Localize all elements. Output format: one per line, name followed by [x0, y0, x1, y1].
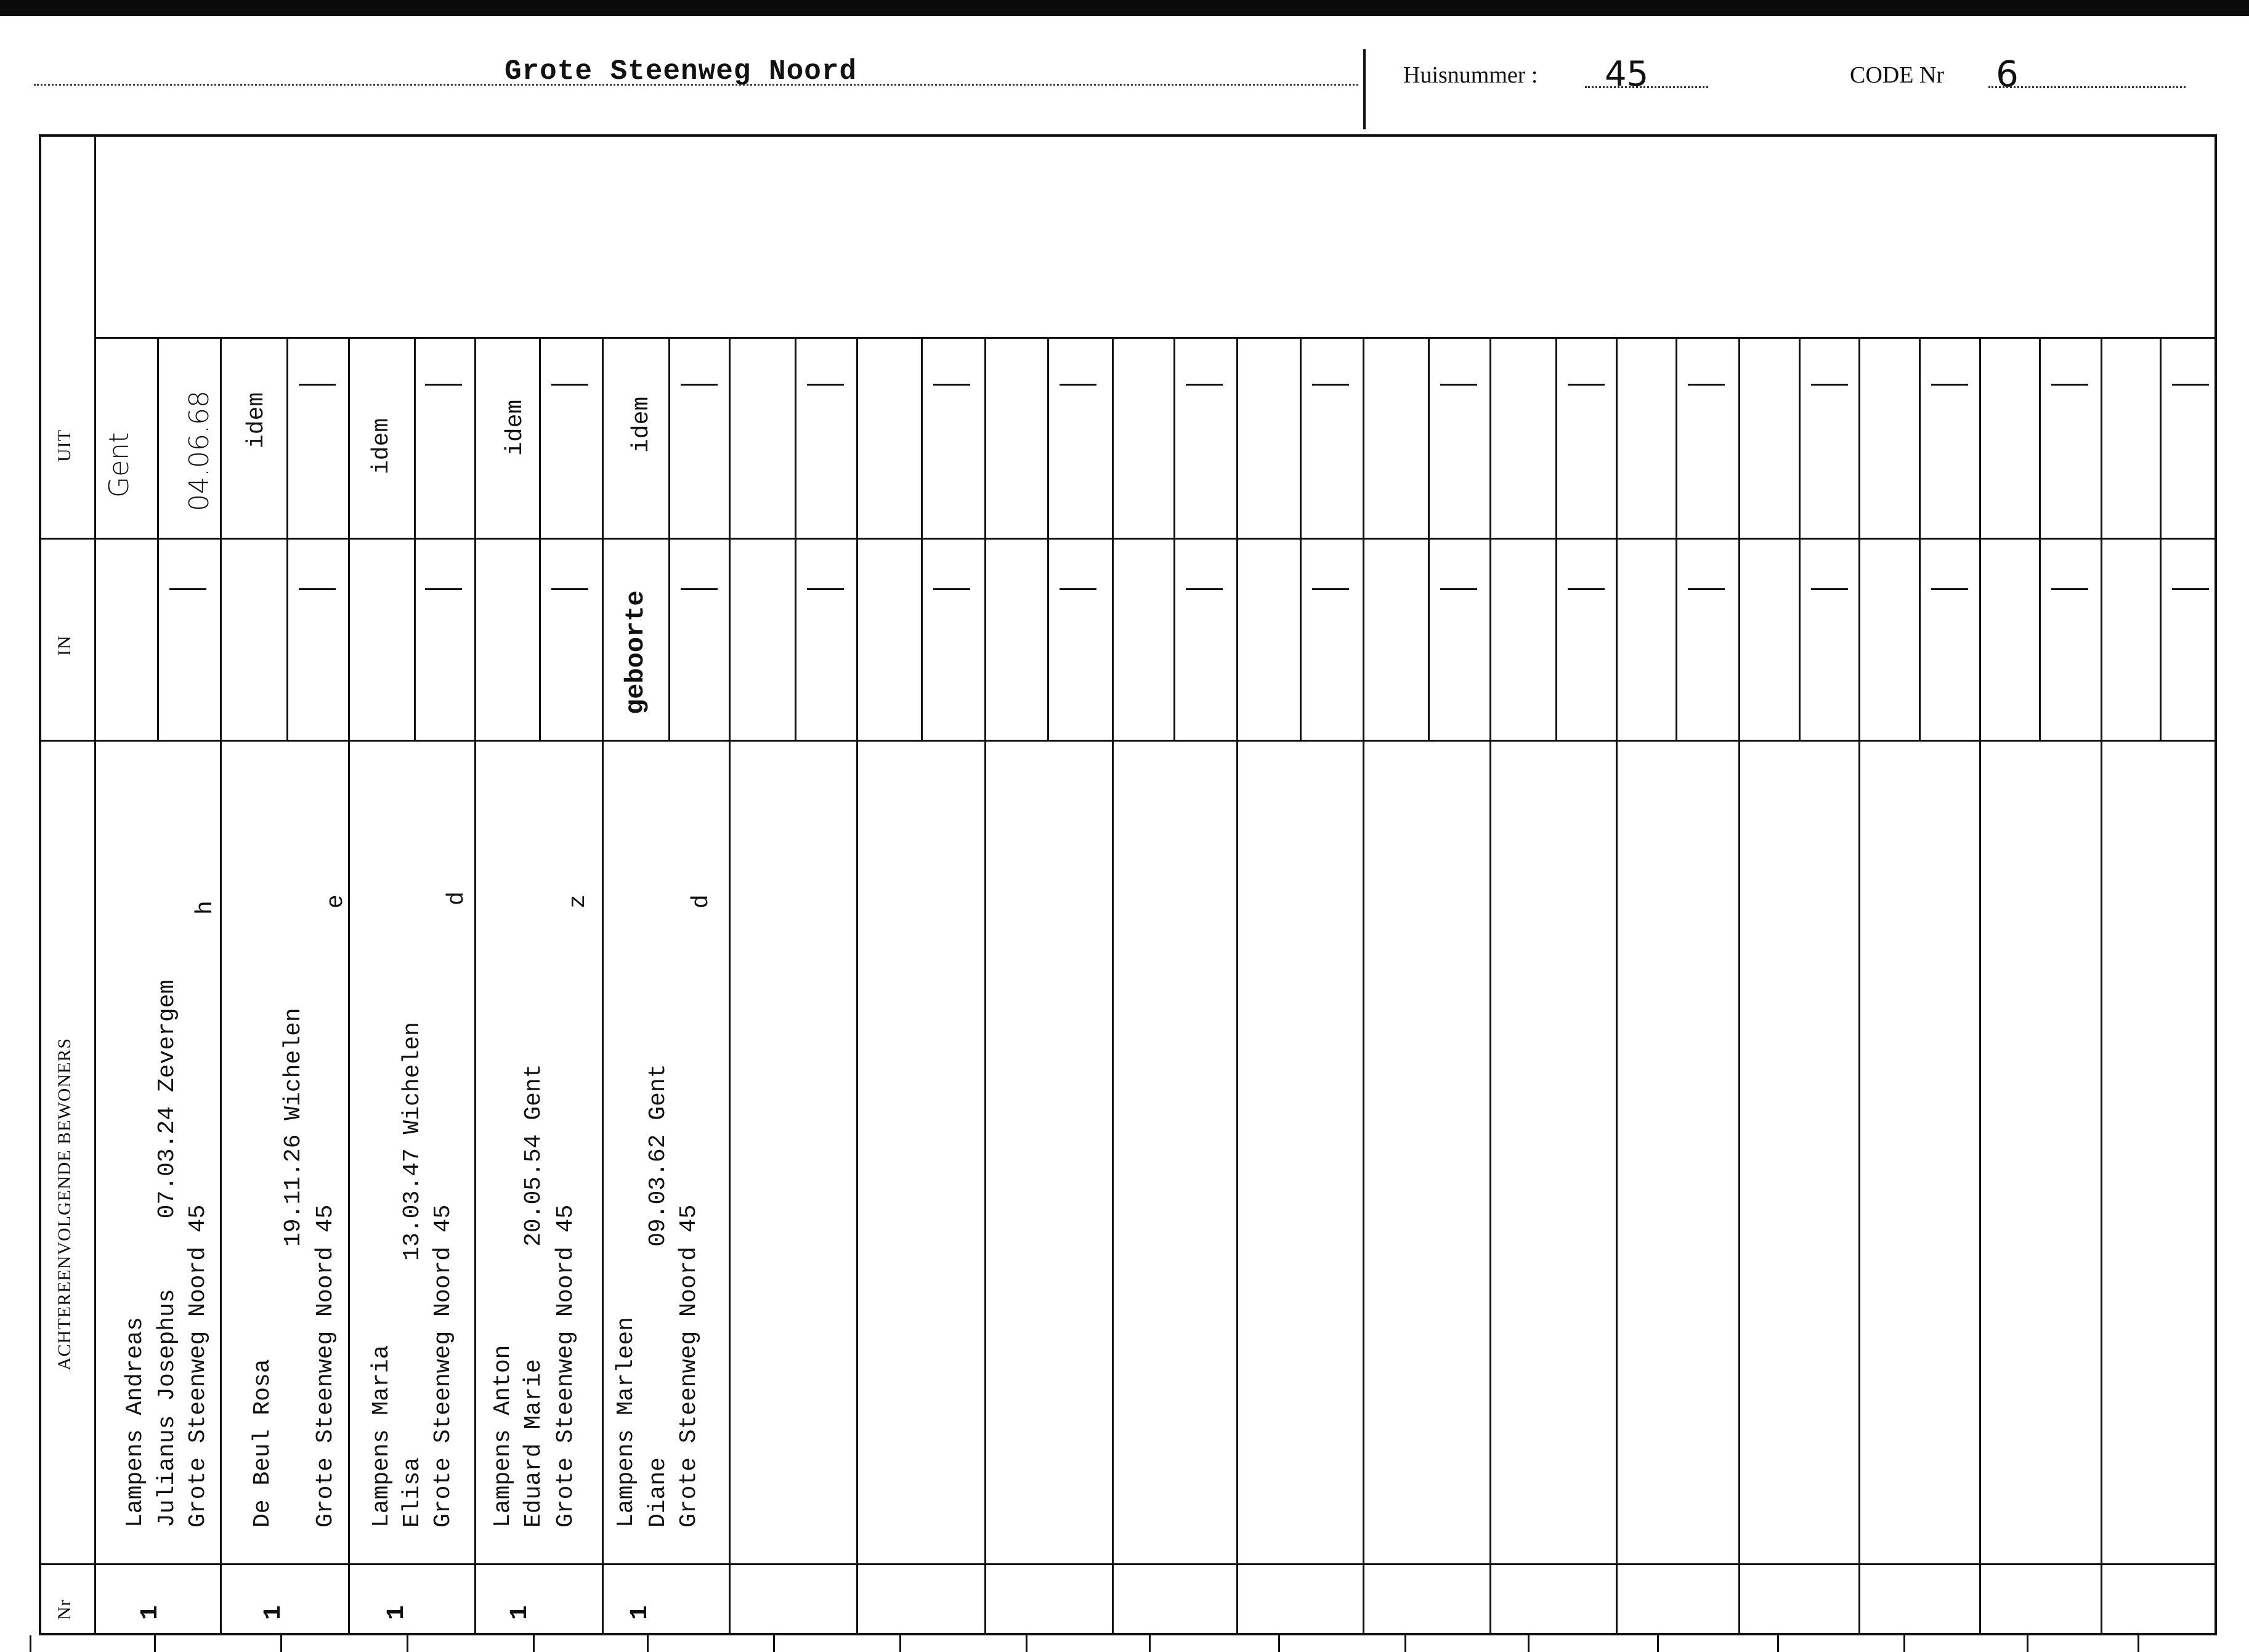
uit-empty-dash — [299, 384, 336, 386]
uit-place: idem — [502, 399, 529, 456]
sub-column-line — [1919, 337, 1921, 740]
column-line — [2101, 337, 2102, 1635]
in-empty-dash — [1811, 588, 1848, 590]
column-line — [474, 337, 476, 1635]
bottom-tick — [533, 1635, 535, 1652]
resident-line-address: Grote Steenweg Noord 45 — [185, 1204, 211, 1528]
sub-column-line — [1173, 337, 1175, 740]
uit-empty-dash — [1688, 384, 1725, 386]
resident-mark: d — [444, 891, 470, 905]
column-line — [1979, 337, 1981, 1635]
resident-nr: 1 — [260, 1605, 288, 1620]
register-table-frame — [39, 134, 2217, 1635]
sub-column-line — [539, 337, 541, 740]
street-name: Grote Steenweg Noord — [504, 55, 857, 87]
sub-column-line — [1428, 337, 1430, 740]
uit-empty-dash — [2172, 384, 2209, 386]
resident-line-name: Lampens Maria — [368, 1345, 395, 1528]
nr-row-label: Nr — [54, 1599, 75, 1620]
uit-empty-dash — [933, 384, 970, 386]
sub-column-line — [2039, 337, 2041, 740]
resident-line-name: De Beul Rosa — [249, 1359, 276, 1528]
uit-empty-dash — [681, 384, 718, 386]
column-line — [856, 337, 858, 1635]
uit-empty-dash — [1440, 384, 1477, 386]
column-line — [1738, 337, 1740, 1635]
in-empty-dash — [551, 588, 588, 590]
in-empty-dash — [2051, 588, 2088, 590]
resident-mark: z — [565, 894, 591, 909]
bottom-tick — [773, 1635, 775, 1652]
uit-row-label: UIT — [54, 429, 75, 462]
resident-line-details: Julianus Josephus 07.03.24 Zevergem — [154, 979, 180, 1528]
column-line — [1363, 337, 1364, 1635]
row-divider-uit-in — [39, 538, 2216, 540]
column-line — [1112, 337, 1114, 1635]
column-line — [729, 337, 731, 1635]
resident-nr: 1 — [506, 1605, 534, 1620]
bottom-tick — [1278, 1635, 1280, 1652]
in-text: geboorte — [621, 590, 650, 715]
resident-nr: 1 — [626, 1605, 654, 1620]
bottom-tick — [154, 1635, 156, 1652]
bottom-tick — [1528, 1635, 1530, 1652]
resident-line-name: Lampens Anton — [490, 1345, 516, 1528]
bottom-tick — [1026, 1635, 1027, 1652]
resident-line-details: Diane 09.03.62 Gent — [645, 1064, 671, 1528]
code-value: 6 — [1996, 53, 2019, 95]
bottom-tick — [2027, 1635, 2028, 1652]
row-divider-in-bewoners — [39, 740, 2216, 742]
resident-line-name: Lampens Marleen — [613, 1316, 639, 1528]
huisnummer-value: 45 — [1605, 54, 1649, 94]
sub-column-line — [286, 337, 288, 740]
uit-place: idem — [368, 418, 395, 474]
in-empty-dash — [299, 588, 336, 590]
uit-place: Gent — [103, 432, 135, 498]
sub-column-line — [668, 337, 670, 740]
uit-place: idem — [628, 396, 655, 453]
in-empty-dash — [933, 588, 970, 590]
code-label: CODE Nr — [1850, 62, 1945, 88]
sub-column-line — [1555, 337, 1557, 740]
in-empty-dash — [1060, 588, 1096, 590]
resident-mark: h — [192, 901, 219, 915]
resident-line-name: Lampens Andreas — [122, 1316, 148, 1528]
uit-empty-dash — [425, 384, 462, 386]
sub-column-line — [1799, 337, 1801, 740]
uit-place: idem — [243, 392, 270, 448]
uit-empty-dash — [1312, 384, 1349, 386]
code-dotted-line — [1988, 86, 2186, 88]
bottom-tick — [407, 1635, 408, 1652]
bottom-tick — [280, 1635, 282, 1652]
in-empty-dash — [1688, 588, 1725, 590]
column-line — [220, 337, 222, 1635]
uit-empty-dash — [1931, 384, 1968, 386]
sub-column-line — [1676, 337, 1677, 740]
header-separator — [1363, 49, 1366, 129]
column-line — [1236, 337, 1238, 1635]
resident-mark: e — [323, 894, 349, 909]
resident-nr: 1 — [137, 1605, 164, 1620]
bottom-tick — [30, 1635, 31, 1652]
in-empty-dash — [1440, 588, 1477, 590]
sub-column-line — [795, 337, 796, 740]
bottom-tick — [1777, 1635, 1779, 1652]
resident-nr: 1 — [383, 1605, 411, 1620]
uit-empty-dash — [551, 384, 588, 386]
resident-line-address: Grote Steenweg Noord 45 — [676, 1204, 702, 1528]
bottom-tick — [1404, 1635, 1406, 1652]
resident-line-details: Eduard Marie 20.05.54 Gent — [521, 1064, 547, 1528]
in-empty-dash — [1186, 588, 1223, 590]
resident-mark: d — [688, 894, 715, 909]
in-empty-dash — [425, 588, 462, 590]
bottom-tick — [647, 1635, 649, 1652]
bottom-tick — [899, 1635, 901, 1652]
resident-line-address: Grote Steenweg Noord 45 — [312, 1204, 339, 1528]
column-line — [602, 337, 604, 1635]
sub-column-line — [157, 337, 159, 740]
resident-line-address: Grote Steenweg Noord 45 — [553, 1204, 579, 1528]
in-empty-dash — [2172, 588, 2209, 590]
column-line — [1489, 337, 1491, 1635]
bottom-tick — [1149, 1635, 1151, 1652]
uit-date: 04.06.68 — [184, 391, 215, 511]
in-empty-dash — [1931, 588, 1968, 590]
uit-empty-dash — [1060, 384, 1096, 386]
column-line — [348, 337, 350, 1635]
bottom-tick — [1657, 1635, 1659, 1652]
bottom-tick — [1903, 1635, 1905, 1652]
sub-column-line — [1047, 337, 1049, 740]
in-empty-dash — [681, 588, 718, 590]
top-border-bar — [0, 0, 2249, 16]
sub-column-line — [1300, 337, 1302, 740]
uit-empty-dash — [2051, 384, 2088, 386]
bottom-tick — [2138, 1635, 2139, 1652]
uit-empty-dash — [1811, 384, 1848, 386]
resident-line-details: 19.11.26 Wichelen — [280, 1008, 307, 1528]
column-line — [1858, 337, 1860, 1635]
bewoners-row-label: ACHTEREENVOLGENDE BEWONERS — [54, 1037, 75, 1371]
uit-empty-dash — [1568, 384, 1605, 386]
column-line — [1616, 337, 1618, 1635]
row-divider-top — [94, 337, 2216, 339]
uit-empty-dash — [807, 384, 844, 386]
in-row-label: IN — [54, 635, 75, 656]
row-divider-bewoners-nr — [39, 1563, 2216, 1565]
resident-line-details: Elisa 13.03.47 Wichelen — [399, 1022, 426, 1528]
in-empty-dash — [1568, 588, 1605, 590]
sub-column-line — [921, 337, 923, 740]
uit-empty-dash — [1186, 384, 1223, 386]
huisnummer-dotted-line — [1585, 86, 1708, 88]
in-empty-dash — [807, 588, 844, 590]
in-empty-dash — [169, 588, 206, 590]
huisnummer-label: Huisnummer : — [1403, 62, 1538, 88]
column-line — [984, 337, 986, 1635]
in-empty-dash — [1312, 588, 1349, 590]
sub-column-line — [414, 337, 416, 740]
label-column-divider — [94, 134, 96, 1635]
resident-line-address: Grote Steenweg Noord 45 — [430, 1204, 456, 1528]
sub-column-line — [2160, 337, 2162, 740]
